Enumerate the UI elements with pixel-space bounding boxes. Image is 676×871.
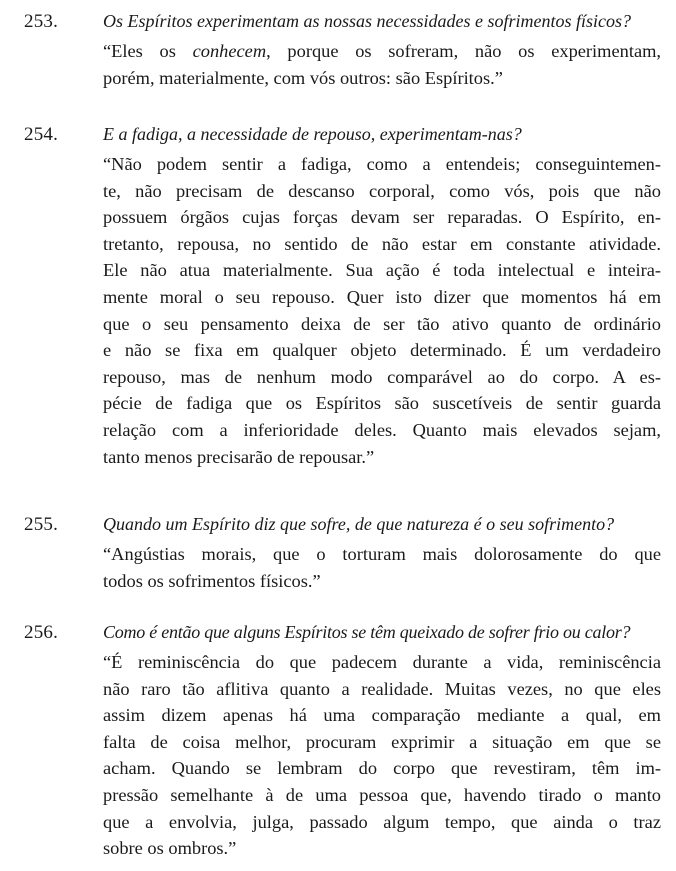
answer-line: Ele não atua materialmente. Sua ação é toda intelectual e inteira- [103,260,661,281]
answer-line: não raro tão aflitiva quanto a realidade. Muitas vezes, no que eles [103,678,661,699]
entry-number: 254. [24,124,59,145]
answer-line: assim dizem apenas há uma comparação mediante a qual, em [103,705,661,726]
answer-line: pécie de fadiga que os Espíritos são suscetíveis de sentir guarda [103,393,661,414]
emphasized-word: conhecem [192,41,267,61]
entry-question: Como é então que alguns Espíritos se têm queixado de sofrer frio ou calor? [103,622,631,642]
entry-question: E a fadiga, a necessidade de repouso, experimentam-nas? [103,124,522,144]
answer-line: mente moral o seu repouso. Quer isto dizer que momentos há em [103,286,661,307]
answer-line: te, não precisam de descanso corporal, como vós, pois que não [103,180,661,201]
answer-line: que a envolvia, julga, passado algum tempo, que ainda o traz [103,811,661,832]
answer-line: “Não podem sentir a fadiga, como a entendeis; conseguintemen- [103,154,661,174]
answer-line: falta de coisa melhor, procuram exprimir a situação em que se [103,731,661,752]
answer-line: possuem órgãos cujas forças devam ser reparadas. O Espírito, en- [103,207,661,228]
answer-line: acham. Quando se lembram do corpo que revestiram, têm im- [103,758,661,779]
entry-answer [103,541,661,594]
answer-line: pressão semelhante à de uma pessoa que, havendo tirado o manto [103,784,661,805]
answer-line: relação com a inferioridade deles. Quanto mais elevados sejam, [103,419,661,440]
answer-line: que o seu pensamento deixa de ser tão ativo quanto de ordinário [103,313,661,334]
entry-number: 256. [24,622,59,643]
answer-line: porém, materialmente, com vós outros: são Espíritos.” [103,67,503,88]
entry-answer [103,649,661,862]
answer-line: tanto menos precisarão de repousar.” [103,446,375,467]
answer-line: e não se fixa em qualquer objeto determinado. É um verdadeiro [103,340,661,361]
answer-line: “Angústias morais, que o torturam mais dolorosamente do que [103,544,661,564]
entry-number: 253. [24,11,59,32]
answer-line: repouso, mas de nenhum modo comparável ao do corpo. A es- [103,366,661,387]
answer-line: tretanto, repousa, no sentido de não estar em constante atividade. [103,233,661,254]
answer-line: “É reminiscência do que padecem durante a vida, reminiscência [103,652,661,672]
entry-answer [103,38,661,91]
entry-answer [103,151,661,470]
answer-line: sobre os ombros.” [103,838,237,859]
entry-question: Quando um Espírito diz que sofre, de que natureza é o seu sofrimento? [103,514,615,534]
entry-question: Os Espíritos experimentam as nossas necessidades e sofrimentos físicos? [103,11,631,31]
answer-line: “Eles os conhecem, porque os sofreram, não os experimentam, [103,41,662,61]
answer-line: todos os sofrimentos físicos.” [103,570,321,591]
entry-number: 255. [24,514,59,535]
